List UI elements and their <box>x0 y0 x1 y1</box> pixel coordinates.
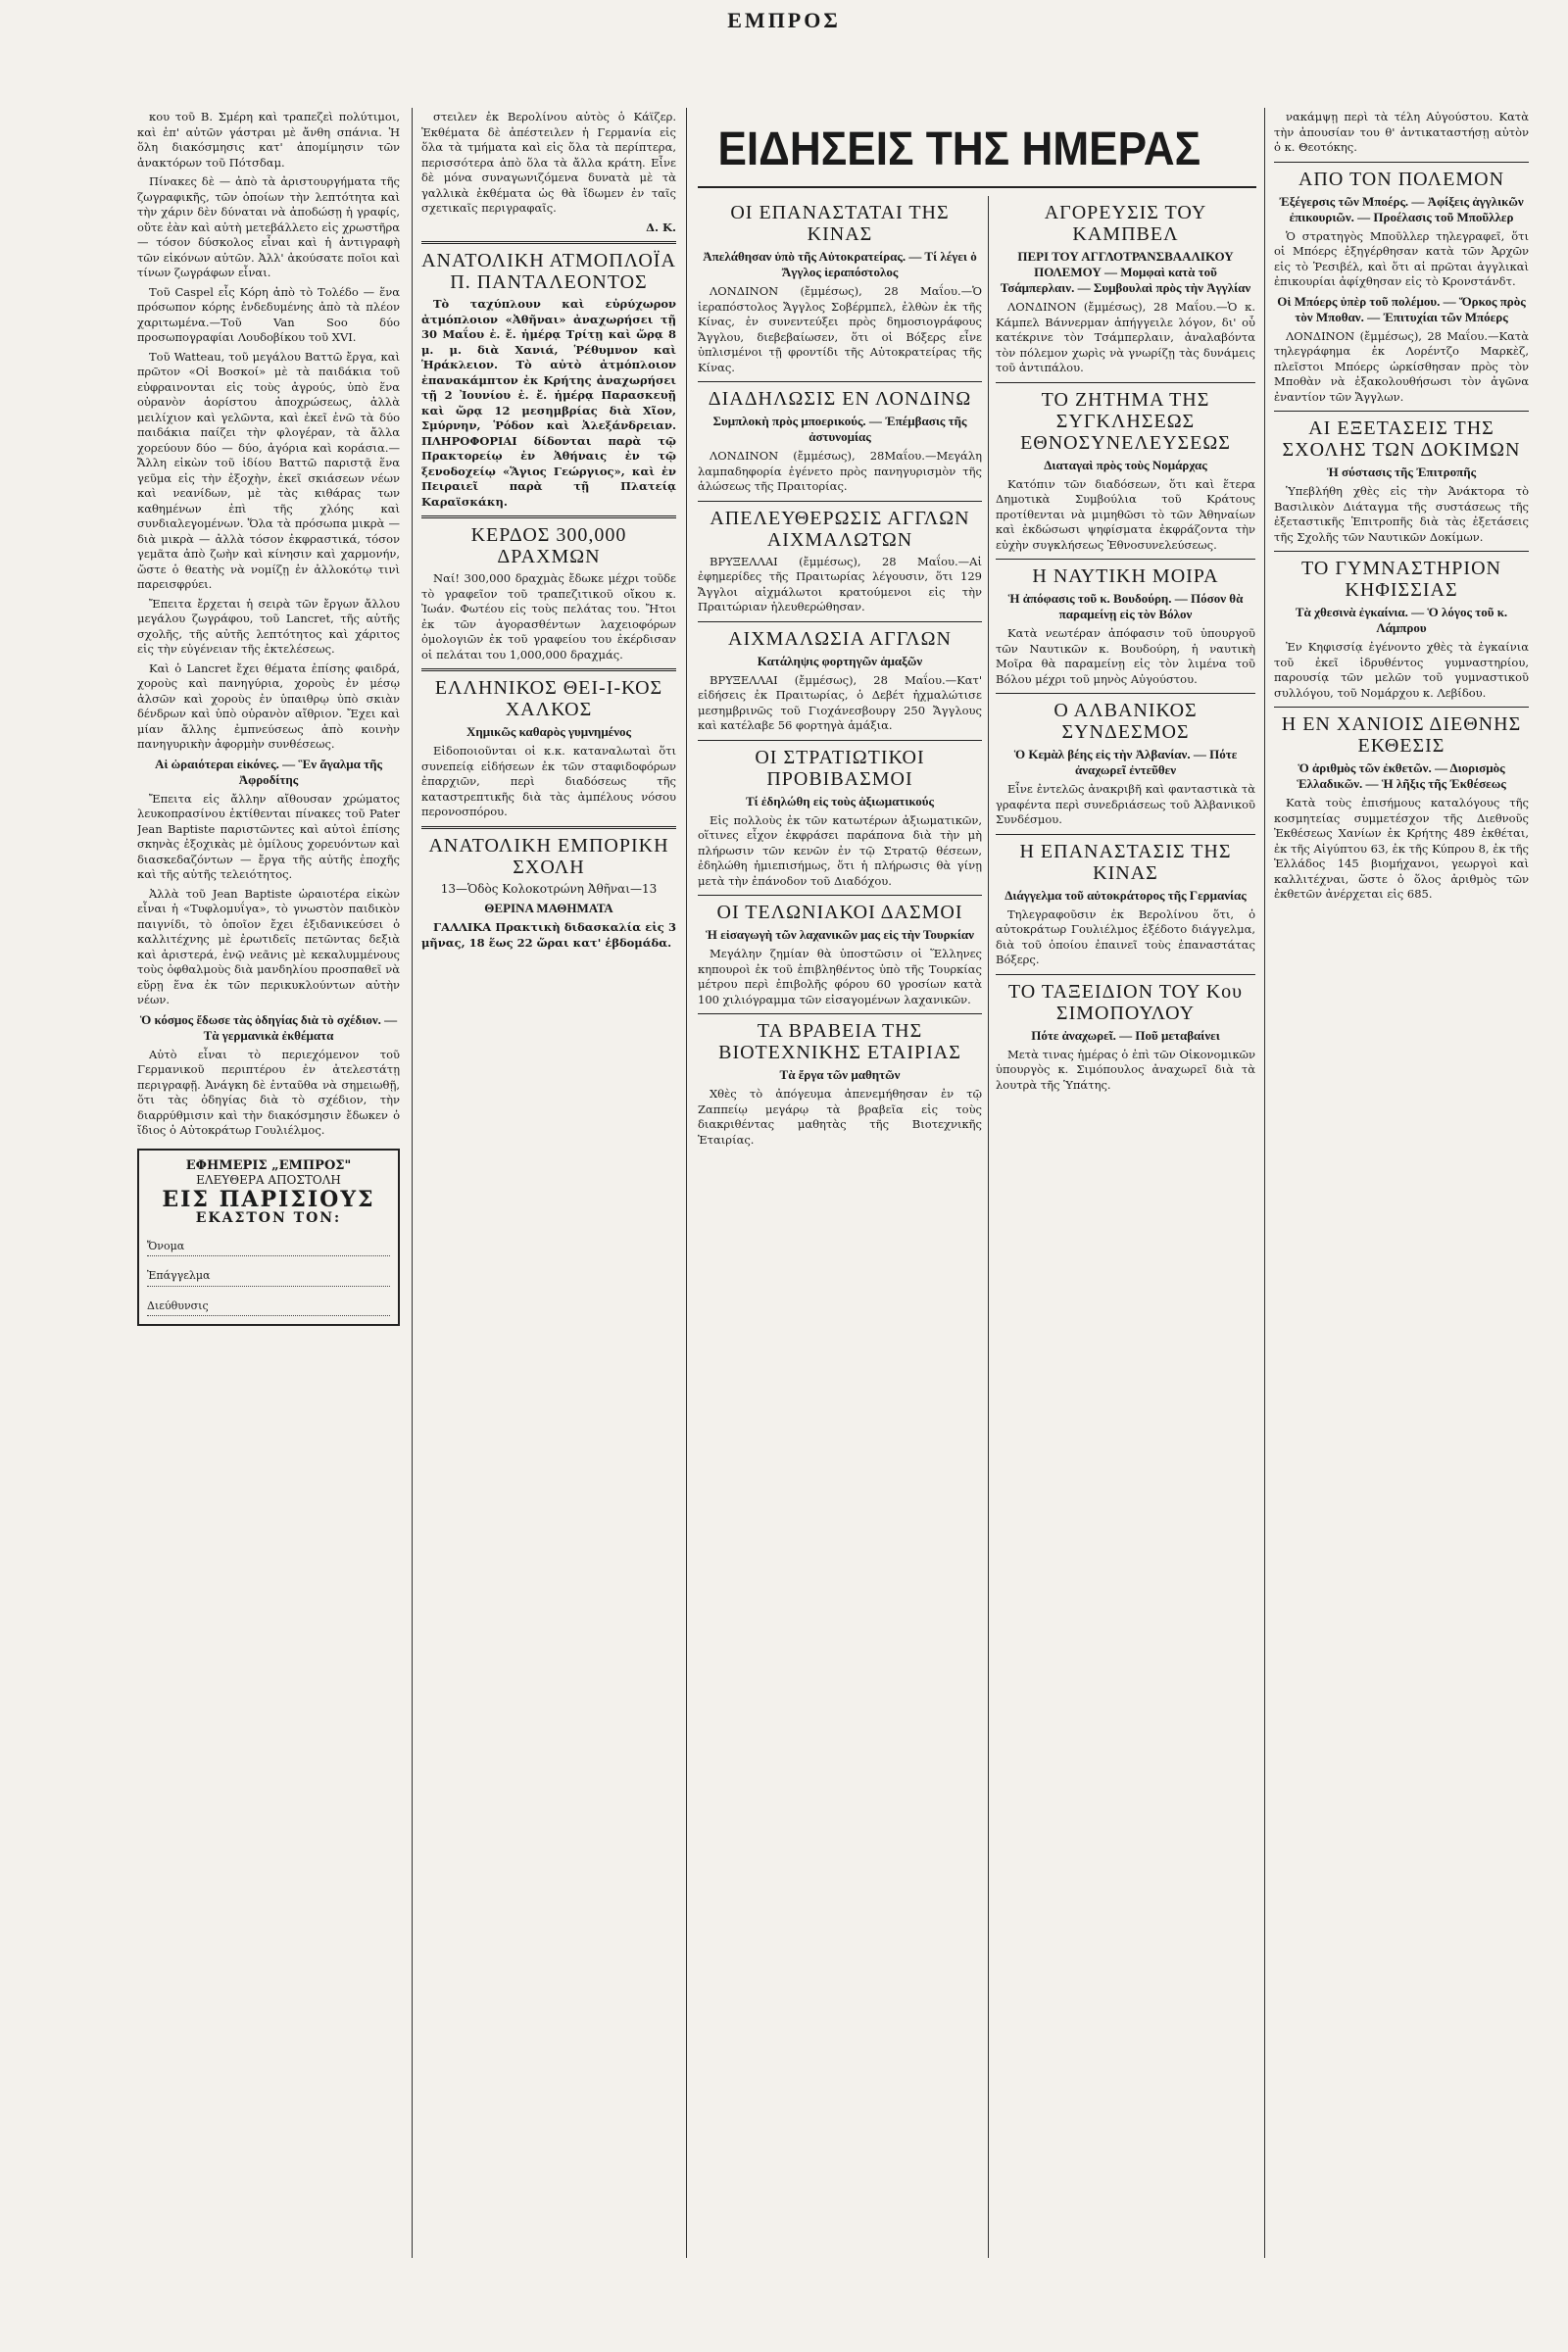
article-headline: ΑΠΟ ΤΟΝ ΠΟΛΕΜΟΝ <box>1298 168 1505 190</box>
ad-title: ΚΕΡΔΟΣ 300,000 ΔΡΑΧΜΩΝ <box>470 524 627 567</box>
article <box>698 628 982 734</box>
news-banner: ΕΙΔΗΣΕΙΣ ΤΗΣ ΗΜΕΡΑΣ <box>717 123 1201 175</box>
divider <box>698 621 982 622</box>
article-subhead: Πότε ἀναχωρεῖ. — Ποῦ μεταβαίνει <box>1031 1027 1220 1043</box>
article-headline: ΤΟ ΖΗΤΗΜΑ ΤΗΣ ΣΥΓΚΛΗΣΕΩΣ ΕΘΝΟΣΥΝΕΛΕΥΣΕΩΣ <box>1020 388 1231 454</box>
divider <box>698 381 982 382</box>
article-headline: ΑΓΟΡΕΥΣΙΣ ΤΟΥ ΚΑΜΠΒΕΛ <box>1044 202 1207 245</box>
ad-text: Ναί! 300,000 δραχμὰς ἔδωκε μέχρι τοῦδε τὸ γραφεῖον τοῦ τραπεζιτικοῦ οἴκου κ. Ἰωάν. Φωτέου εἰς τοὺς πελάτας του. Ἤτοι ἐκ τῶν ἀγορασθέντων λαχειοφόρων ὁμολογιῶν ἐκ τοῦ γραφείου του ἐκέρδισαν οἱ πελάται του 1,000,000 δραχμάς. <box>421 571 676 662</box>
article-text: Εἰς πολλοὺς ἐκ τῶν κατωτέρων ἀξιωματικῶν, οἵτινες εἶχον ἐκφράσει παράπονα διὰ τὴν μὴ πλήρωσιν τῶν κενῶν ἐν τῷ Στρατῷ θέσεων, ἐδηλώθη ἡμιεπισήμως, ὅτι ἡ πλήρωσις θὰ γίνῃ μετὰ τὴν ἐπάνοδον τοῦ Διαδόχου. <box>698 812 982 888</box>
article <box>996 841 1255 968</box>
column-divider <box>1264 108 1265 2258</box>
article-headline: ΤΟ ΤΑΞΕΙΔΙΟΝ ΤΟΥ Κου ΣΙΜΟΠΟΥΛΟΥ <box>1007 980 1244 1024</box>
column-5 <box>1274 110 1529 2266</box>
column-divider <box>412 108 413 2258</box>
divider <box>1274 411 1529 412</box>
divider <box>698 895 982 896</box>
article-text: ΛΟΝΔΙΝΟΝ (ἔμμέσως), 28 Μαΐου.—Κατὰ τηλεγράφημα ἐκ Λορέντζο Μαρκὲζ, πλεῖστοι Μπόερς ὡρκίσθησαν πρὸς τὸν Μποθὰν νὰ ἐξακολουθήσωσι τὸν ἀγῶνα ἐναντίον τῶν Ἄγγλων. <box>1274 328 1529 404</box>
banner-rule <box>698 186 1256 188</box>
article-text: Κατὰ τοὺς ἐπισήμους καταλόγους τῆς κοσμητείας συμμετέσχον τῆς Διεθνοῦς Ἐκθέσεως Χανίων ἐκ Κρήτης 489 ἐκθέται, ἐκ τῆς Αἰγύπτου 63, ἐκ τῆς Κύπρου 8, ἐκ τῆς Ἑλλάδος 145 βιομήχανοι, γεωργοὶ καὶ καλλιτέχναι, ὥστε ὁ ὅλος ἀριθμὸς τῶν ἐκθετῶν ἀνέρχεται εἰς 685. <box>1274 796 1529 901</box>
article <box>1274 294 1529 406</box>
article-headline: Η ΕΝ ΧΑΝΙΟΙΣ ΔΙΕΘΝΗΣ ΕΚΘΕΣΙΣ <box>1281 713 1522 757</box>
article-subhead: Ἡ σύστασις τῆς Ἐπιτροπῆς <box>1326 465 1477 479</box>
ad-subtitle: Χημικῶς καθαρὸς γυμνημένος <box>466 724 632 739</box>
article-subhead: Ὁ Κεμὰλ βέης εἰς τὴν Ἀλβανίαν. — Πότε ἀναχωρεῖ ἐντεῦθεν <box>1013 747 1238 777</box>
article <box>1274 713 1529 903</box>
col5-top: νακάμψῃ περὶ τὰ τέλη Αὐγούστου. Κατὰ τὴν ἀπουσίαν του θ' ἀντικαταστήσῃ αὐτὸν ὁ κ. Θεοτόκης. <box>1274 110 1529 154</box>
col1-paragraph: Τοῦ Watteau, τοῦ μεγάλου Βαττῶ ἔργα, καὶ πρῶτον «Οἱ Βοσκοί» μὲ τὰ παιδάκια τοῦ εὐφραινονται εἰς τοὺς ἀγρούς, ὑπὸ ἕνα οὐρανὸν ἀορίστου ἀποχρώσεως, ἀλλὰ μειλίχιον καὶ γελῶντα, καὶ ἐκεῖ ἐνῶ τὰ δύο παιδάκια παίζει τὴν φλογέραν, τὰ ἄλλα χορεύουν δύο — δύο, ἀγόρια καὶ κοράσια.— Ἄλλη εἰκὼν τοῦ ἰδίου Βαττῶ παριστᾷ ἕνα γεῦμα εἰς τὴν ἐξοχὴν, ἐκεῖ σκιάσεων νέων καὶ νεανίδων, μὲ τὰς κιθάρας των καθημένων ἐπὶ τῆς χλόης καὶ συνδιαλεγομένων. Ὅλα τὰ πρόσωπα μικρὰ — διὰ μικρὰ — ἀλλὰ τόσον ἐκφραστικά, τόσον γεμᾶτα ἀπὸ ζωὴν καὶ κίνησιν καὶ χαρμονήν, ὥστε ὁ θεατὴς νὰ νομίζῃ ἐν ἀλλοκότῳ τινὶ παρεισφρύει. <box>137 349 400 591</box>
ad-address: 13—Ὁδὸς Κολοκοτρώνη Ἀθῆναι—13 <box>440 881 658 896</box>
divider <box>1274 707 1529 708</box>
ad-title: ΕΛΛΗΝΙΚΟΣ ΘΕΙ-Ι-ΚΟΣ ΧΑΛΚΟΣ <box>434 677 663 720</box>
divider <box>996 559 1255 560</box>
article-headline: ΔΙΑΔΗΛΩΣΙΣ ΕΝ ΛΟΝΔΙΝΩ <box>708 388 972 410</box>
article <box>996 700 1255 828</box>
col1-paragraph: Ἔπειτα ἔρχεται ἡ σειρὰ τῶν ἔργων ἄλλου μεγάλου ζωγράφου, τοῦ Lancret, τῆς αὐτῆς σχολῆς, τῆς αὐτῆς λεπτότητος καὶ χάριτος εἰς τὴν εὐγένειαν τῆς ἐκτελέσεως. <box>137 596 400 656</box>
article-text: ΒΡΥΞΕΛΛΑΙ (ἔμμέσως), 28 Μαΐου.—Κατ' εἰδήσεις ἐκ Πραιτωρίας, ὁ Δεβέτ ἠχμαλώτισε μεσημβρινῶς τοῦ Γιοχάνεσβουργ 250 Ἄγγλους καὶ κατέλαβε 56 φορτηγὰ ἁμάξια. <box>698 672 982 732</box>
article-subhead: Κατάληψις φορτηγῶν ἁμαξῶν <box>757 653 923 668</box>
article-text: Κατόπιν τῶν διαδόσεων, ὅτι καὶ ἕτερα Δημοτικὰ Συμβούλια τοῦ Κράτους προτίθενται νὰ μιμηθῶσι τὸ τῶν Ἀθηναίων καὶ ἐκδώσωσι ψηφίσματα ἐκφράζοντα τὴν εὐχὴν συγκλήσεως Ἐθνοσυνελεύσεως. <box>996 476 1255 552</box>
article-subhead: Οἱ Μπόερς ὑπὲρ τοῦ πολέμου. — Ὅρκος πρὸς τὸν Μποθαν. — Ἐπιτυχίαι τῶν Μπόερς <box>1277 293 1526 324</box>
article <box>996 202 1255 376</box>
article <box>698 902 982 1007</box>
article-subhead: Διάγγελμα τοῦ αὐτοκράτορος τῆς Γερμανίας <box>1004 887 1247 903</box>
col1-paragraph: Καὶ ὁ Lancret ἔχει θέματα ἐπίσης φαιδρά, χοροὺς καὶ πανηγύρια, χοροὺς ἐν μέσῳ ἀλσῶν καὶ χοροὺς ἐν ὑπαιθρῳ ὑπὸ σκιὰν δένδρων καὶ ὑπὸ οὐρανὸν αἴθριον. Ἔχει καὶ μίαν ἄλλης ἐμπνεύσεως ἀπὸ κοινὴν πανηγυρικὴν ἀφορμὴν συνθέσεως. <box>137 661 400 751</box>
divider <box>996 382 1255 383</box>
article-subhead: Ὁ ἀριθμὸς τῶν ἐκθετῶν. — Διορισμὸς Ἑλλαδικῶν. — Ἡ λῆξις τῆς Ἐκθέσεως <box>1297 760 1506 791</box>
article-text: ΛΟΝΔΙΝΟΝ (ἔμμέσως), 28 Μαΐου.—Ὁ κ. Κάμπελ Βάννερμαν ἀπήγγειλε λόγον, δι' οὗ κατέκρινε τὸν Τσάμπερλαιν, ἀναλαβόντα τὸν πόλεμον χωρὶς νὰ γνωρίζῃ τὰς δυνάμεις τοῦ ἀντιπάλου. <box>996 300 1255 374</box>
article-text: ΛΟΝΔΙΝΟΝ (ἔμμέσως), 28 Μαΐου.—Ὁ ἱεραπόστολος Ἄγγλος Σοβέρμπελ, ἐλθὼν ἐκ τῆς Κίνας, ἐν συνεντεύξει πρὸς δημοσιογράφους Ἄγγλου, διεβεβαίωσεν, ὅτι οἱ Βόξερς εἶνε ὑπλισμένοι τῇ φροντίδι τῆς Αὐτοκρατείρας τῆς Κίνας. <box>698 284 982 374</box>
article-subhead: Ἡ ἀπόφασις τοῦ κ. Βουδούρη. — Πόσον θὰ παραμείνῃ εἰς τὸν Βόλον <box>1007 591 1244 621</box>
ad-subtitle: ΘΕΡΙΝΑ ΜΑΘΗΜΑΤΑ <box>484 901 613 915</box>
ad-text: Τὸ ταχύπλουν καὶ εὐρύχωρον ἀτμόπλοιον «Ἀθῆναι» ἀναχωρήσει τῇ 30 Μαΐου ἐ. ἔ. ἡμέρᾳ Τρίτῃ καὶ ὥρᾳ 8 μ. μ. διὰ Χανιά, Ῥέθυμνον καὶ Ἡράκλειον. Τὸ αὐτὸ ἀτμόπλοιον ἐπανακάμπτον ἐκ Κρήτης ἀναχωρήσει τῇ 2 Ἰουνίου ἐ. ἔ. ἡμέρᾳ Παρασκευῇ καὶ ὥρᾳ 12 μεσημβρίας διὰ Χῖον, Σμύρνην, Ῥόδον καὶ Ἀλεξάνδρειαν. ΠΛΗΡΟΦΟΡΙΑΙ δίδονται παρὰ τῷ Πρακτορείῳ ἐν Ἀθήναις ἐν τῷ ξενοδοχείῳ «Ἅγιος Γεώργιος», καὶ ἐν Πειραιεῖ παρὰ τῇ Πλατείᾳ Καραϊσκάκη. <box>421 297 676 509</box>
article-subhead: Διαταγαὶ πρὸς τοὺς Νομάρχας <box>1044 457 1207 472</box>
article-subhead: Τὰ ἔργα τῶν μαθητῶν <box>779 1067 901 1082</box>
divider <box>698 501 982 502</box>
masthead-title: ΕΜΠΡΟΣ <box>727 8 841 32</box>
col1-paragraph: Αὐτὸ εἶναι τὸ περιεχόμενον τοῦ Γερμανικοῦ περιπτέρου ἐν ἀτελεστάτῃ περιγραφῇ. Ἀνάγκη δὲ ἐνταῦθα νὰ σημειωθῇ, ὅτι τὰς ὁδηγίας διὰ τὸ σχέδιον, τὴν διαρρύθμισιν καὶ τὴν διακόσμησιν ἔδωκεν ὁ ἴδιος ὁ Αὐτοκράτωρ Γουλιέλμος. <box>137 1047 400 1137</box>
article-text: Μετὰ τινας ἡμέρας ὁ ἐπὶ τῶν Οἰκονομικῶν ὑπουργὸς κ. Σιμόπουλος ἀναχωρεῖ διὰ τὰ λουτρὰ τῆς Ὑπάτης. <box>996 1047 1255 1092</box>
article <box>996 565 1255 687</box>
article-headline: ΟΙ ΤΕΛΩΝΙΑΚΟΙ ΔΑΣΜΟΙ <box>716 902 963 923</box>
article-headline: ΑΙΧΜΑΛΩΣΙΑ ΑΓΓΛΩΝ <box>728 627 952 650</box>
article-text: Ὑπεβλήθη χθὲς εἰς τὴν Ἀνάκτορα τὸ Βασιλικὸν Διάταγμα τῆς συστάσεως τῆς ἐξεταστικῆς Ἐπιτροπῆς διὰ τὰς ἐξετάσεις τῆς Σχολῆς τῶν Ναυτικῶν Δοκίμων. <box>1274 484 1529 544</box>
ad-title: ΑΝΑΤΟΛΙΚΗ ΕΜΠΟΡΙΚΗ ΣΧΟΛΗ <box>428 834 669 878</box>
col1-paragraph: Πίνακες δὲ — ἀπὸ τὰ ἀριστουργήματα τῆς ζωγραφικῆς, τῶν ὁποίων τὴν λεπτότητα καὶ τὴν χάριν δὲν δύναται νὰ ἀποδώσῃ ἡ γραφίς, οὔτε ἐὰν καὶ αὐτὴ μετεβάλλετο εἰς χρωστῆρα — τόσον δύσκολος εἶναι καὶ ἡ ἀντιγραφὴ τῶν εἰκόνων αὐτῶν. Ἀλλ' ἀκούσατε ποῖοι καὶ τίνων ζωγράφων εἶναι. <box>137 174 400 279</box>
signature: Δ. Κ. <box>646 220 676 234</box>
article <box>698 388 982 495</box>
article-headline: ΤΟ ΓΥΜΝΑΣΤΗΡΙΟΝ ΚΗΦΙΣΣΙΑΣ <box>1301 558 1501 601</box>
article-headline: Ο ΑΛΒΑΝΙΚΟΣ ΣΥΝΔΕΣΜΟΣ <box>1054 700 1198 743</box>
article-text: Χθὲς τὸ ἀπόγευμα ἀπενεμήθησαν ἐν τῷ Ζαππείῳ μεγάρῳ τὰ βραβεῖα εἰς τοὺς διακριθέντας μαθητὰς τῆς Βιοτεχνικῆς Ἑταιρίας. <box>698 1087 982 1147</box>
article <box>1274 558 1529 701</box>
article <box>698 508 982 615</box>
subscription-field[interactable]: Ἐπάγγελμα <box>147 1268 390 1287</box>
article-headline: Η ΕΠΑΝΑΣΤΑΣΙΣ ΤΗΣ ΚΙΝΑΣ <box>1019 840 1232 884</box>
article-headline: ΑΠΕΛΕΥΘΕΡΩΣΙΣ ΑΓΓΛΩΝ ΑΙΧΜΑΛΩΤΩΝ <box>710 507 970 551</box>
column-4 <box>996 196 1255 2352</box>
article <box>1274 417 1529 545</box>
subscription-prompt: ΕΚΑΣΤΟΝ ΤΟΝ: <box>195 1210 342 1226</box>
article-subhead: Συμπλοκὴ πρὸς μποερικούς. — Ἐπέμβασις τῆς ἀστυνομίας <box>712 414 967 444</box>
divider <box>698 740 982 741</box>
article-headline: ΟΙ ΕΠΑΝΑΣΤΑΤΑΙ ΤΗΣ ΚΙΝΑΣ <box>730 202 950 245</box>
divider <box>1274 162 1529 163</box>
article-text: Εἶνε ἐντελῶς ἀνακριβῆ καὶ φανταστικὰ τὰ γραφέντα περὶ συνεδριάσεως τοῦ Ἀλβανικοῦ Συνδέσμου. <box>996 782 1255 826</box>
article-subhead: ΠΕΡΙ ΤΟΥ ΑΓΓΛΟΤΡΑΝΣΒΑΑΛΙΚΟΥ ΠΟΛΕΜΟΥ — Μομφαὶ κατὰ τοῦ Τσάμπερλαιν. — Συμβουλαὶ πρὸς τὴν Ἀγγλίαν <box>1000 249 1251 295</box>
divider <box>996 693 1255 694</box>
subscription-city: ΕΙΣ ΠΑΡΙΣΙΟΥΣ <box>162 1186 375 1212</box>
article-text: Ἐν Κηφισσίᾳ ἐγένοντο χθὲς τὰ ἐγκαίνια τοῦ ἐκεῖ ἱδρυθέντος γυμναστηρίου, παρουσίᾳ τῶν μελῶν τοῦ γυμναστικοῦ συλλόγου, τοῦ Νομάρχου κ. Λεβίδου. <box>1274 640 1529 700</box>
article-text: ΛΟΝΔΙΝΟΝ (ἔμμέσως), 28Μαΐου.—Μεγάλη λαμπαδηφορία ἐγένετο πρὸς πανηγυρισμὸν τῆς ἁλώσεως τῆς Πραιτορίας. <box>698 449 982 493</box>
col1-subheading: Αἱ ὡραιότεραι εἰκόνες. — Ἓν ἄγαλμα τῆς Ἀφροδίτης <box>154 756 383 787</box>
column-2 <box>421 110 676 2266</box>
subscription-field[interactable]: Διεύθυνσις <box>147 1298 390 1317</box>
column-1 <box>137 110 400 2266</box>
ad-title: ΑΝΑΤΟΛΙΚΗ ΑΤΜΟΠΛΟΪΑ Π. ΠΑΝΤΑΛΕΟΝΤΟΣ <box>421 250 676 293</box>
col1-paragraph: Ἔπειτα εἰς ἄλλην αἴθουσαν χρώματος λευκοπρασίνου ἐκτίθενται πίνακες τοῦ Pater Jean Baptiste παριστῶντες καὶ αὐτοὶ ἐπίσης σκηνὰς ἐξοχικὰς μὲ ὁμίλους χορευόντων καὶ διασκεδαζόντων — ἔργα τῆς αὐτῆς ἐποχῆς καὶ τῆς αὐτῆς τελειότητος. <box>137 791 400 881</box>
divider <box>698 1013 982 1014</box>
subscription-field[interactable]: Ὄνομα <box>147 1239 390 1257</box>
divider <box>421 826 676 829</box>
subscription-box <box>137 1149 400 1327</box>
column-3 <box>698 196 982 2352</box>
ad-text: ΓΑΛΛΙΚΑ Πρακτικὴ διδασκαλία εἰς 3 μῆνας, 18 ἕως 22 ὥραι κατ' ἑβδομάδα. <box>421 920 676 950</box>
masthead <box>0 8 1568 37</box>
subscription-title: ΕΦΗΜΕΡΙΣ „ΕΜΠΡΟΣ" <box>185 1157 352 1173</box>
article-headline: ΑΙ ΕΞΕΤΑΣΕΙΣ ΤΗΣ ΣΧΟΛΗΣ ΤΩΝ ΔΟΚΙΜΩΝ <box>1282 417 1521 461</box>
article <box>996 389 1255 554</box>
article <box>996 981 1255 1094</box>
article-text: Μεγάλην ζημίαν θὰ ὑποστῶσιν οἱ Ἕλληνες κηπουροὶ ἐκ τοῦ ἐπιβληθέντος ὑπὸ τῆς Τουρκίας μέτρου περὶ ἐπιβολῆς φόρου 60 γροσίων κατὰ 100 χιλιόγραμμα τῶν εἰσαγομένων λαχανικῶν. <box>698 947 982 1006</box>
divider <box>421 668 676 671</box>
article-subhead: Ἐξέγερσις τῶν Μποέρς. — Ἀφίξεις ἀγγλικῶν ἐπικουριῶν. — Προέλασις τοῦ Μποῦλλερ <box>1279 193 1524 224</box>
column-divider <box>686 108 687 2258</box>
col1-paragraph: Ἀλλὰ τοῦ Jean Baptiste ὡραιοτέρα εἰκὼν εἶναι ἡ «Τυφλομυΐγα», τὸ γνωστὸν παιδικὸν παιγνίδι, τὸ ὁποῖον ἔχει ἐξιδανικεύσει ὁ καλλιτέχνης μὲ ἐρωτιδεῖς πετῶντας δεξιὰ καὶ ἀριστερά, ἐνῷ νεᾶνις μὲ κεκαλυμμένους τοὺς ὀφθαλμοὺς διὰ μανδηλίου προσπαθεῖ νὰ εὕρῃ ἕνα ἐκ τῶν περικυκλούντων αὐτὴν νέων. <box>137 886 400 1006</box>
subscription-subtitle: ΕΛΕΥΘΕΡΑ ΑΠΟΣΤΟΛΗ <box>196 1173 341 1187</box>
col1-subheading: Ὁ κόσμος ἔδωσε τὰς ὁδηγίας διὰ τὸ σχέδιον. — Τὰ γερμανικὰ ἐκθέματα <box>139 1011 398 1043</box>
divider <box>421 515 676 518</box>
divider <box>421 241 676 244</box>
divider <box>996 974 1255 975</box>
article <box>1274 169 1529 290</box>
article-text: ΒΡΥΞΕΛΛΑΙ (ἔμμέσως), 28 Μαΐου.—Αἱ ἐφημερίδες τῆς Πραιτωρίας λέγουσιν, ὅτι 129 Ἄγγλοι αἰχμάλωτοι κρατούμενοι εἰς τὴν Πραιτώριαν ἠλευθερώθησαν. <box>698 554 982 613</box>
divider <box>996 834 1255 835</box>
article <box>698 747 982 890</box>
article-subhead: Ἡ εἰσαγωγὴ τῶν λαχανικῶν μας εἰς τὴν Τουρκίαν <box>706 927 974 942</box>
article-subhead: Τὰ χθεσινὰ ἐγκαίνια. — Ὁ λόγος τοῦ κ. Λάμπρου <box>1295 605 1508 635</box>
article-headline: Η ΝΑΥΤΙΚΗ ΜΟΙΡΑ <box>1032 565 1219 587</box>
col2-intro: στειλεν ἐκ Βερολίνου αὐτὸς ὁ Κάϊζερ. Ἐκθέματα δὲ ἀπέστειλεν ἡ Γερμανία εἰς ὅλα τὰ τμήματα καὶ εἰς ὅλα τὰ περίπτερα, περισσότερα ἀπὸ ὅλα τὰ ἄλλα κράτη. Εἶνε δὲ μόνα συναγωνιζόμενα δυνατὰ μὲ τὰ γαλλικὰ ἐκθέματα ὡς θὰ ἴδωμεν ἐν ταῖς σχετικαῖς περιγραφαῖς. <box>421 110 676 215</box>
divider <box>1274 551 1529 552</box>
column-divider <box>988 196 989 2258</box>
col1-paragraph: Τοῦ Caspel εἷς Κόρη ἀπὸ τὸ Τολέδο — ἕνα πρόσωπον κόρης ἐνδεδυμένης ἀπὸ τὰ πλέον χαριτωμένα.—Τοῦ Van Soo δύο προσωπογραφίαι Λουδοβίκου τοῦ XVI. <box>137 284 400 344</box>
col1-paragraph: κου τοῦ Β. Σμέρη καὶ τραπεζεὶ πολύτιμοι, καὶ ἐπ' αὐτῶν γάστραι μὲ ἄνθη σπάνια. Ἡ ὅλη διακόσμησις κατ' ἀπομίμησιν τῶν ἀνακτόρων τοῦ Πότσδαμ. <box>137 110 400 170</box>
article-subhead: Τί ἐδηλώθη εἰς τοὺς ἀξιωματικούς <box>745 793 935 808</box>
article-subhead: Ἀπελάθησαν ὑπὸ τῆς Αὐτοκρατείρας. — Τί λέγει ὁ Ἄγγλος ἱεραπόστολος <box>703 249 977 279</box>
article-headline: ΟΙ ΣΤΡΑΤΙΩΤΙΚΟΙ ΠΡΟΒΙΒΑΣΜΟΙ <box>755 746 925 790</box>
ad-text: Εἰδοποιοῦνται οἱ κ.κ. καταναλωταὶ ὅτι συνεπείᾳ εἰδήσεων ἐκ τῶν σταφιδοφόρων ἐπαρχιῶν, περὶ διαδόσεως τῆς καταστρεπτικῆς διὰ τὰς ἀμπέλους νόσου περονοσπόρου. <box>421 744 676 818</box>
article <box>698 202 982 375</box>
article <box>698 1020 982 1148</box>
article-text: Κατὰ νεωτέραν ἀπόφασιν τοῦ ὑπουργοῦ τῶν Ναυτικῶν κ. Βουδούρη, ἡ ναυτικὴ Μοῖρα θὰ παραμείνῃ εἰς τὸν λιμένα τοῦ Βόλου μέχρι τοῦ μηνὸς Αὐγούστου. <box>996 626 1255 686</box>
article-text: Τηλεγραφοῦσιν ἐκ Βερολίνου ὅτι, ὁ αὐτοκράτωρ Γουλιέλμος ἐξέδοτο διάγγελμα, διὰ τοῦ ὁποίου ἐπαινεῖ τοὺς ἐπαναστάτας Βόξερς. <box>996 906 1255 966</box>
article-headline: ΤΑ ΒΡΑΒΕΙΑ ΤΗΣ ΒΙΟΤΕΧΝΙΚΗΣ ΕΤΑΙΡΙΑΣ <box>718 1020 961 1063</box>
article-text: Ὁ στρατηγὸς Μποῦλλερ τηλεγραφεῖ, ὅτι οἱ Μπόερς ἐξηγέρθησαν κατὰ τῶν Ἀρχῶν εἰς τὸ Ῥεσιβέλ, καὶ ὅτι αἱ πρῶται ἀγγλικαὶ ἐπικουρίαι ἀφίχθησαν εἰς τὸ Κρονστάνδτ. <box>1274 228 1529 288</box>
